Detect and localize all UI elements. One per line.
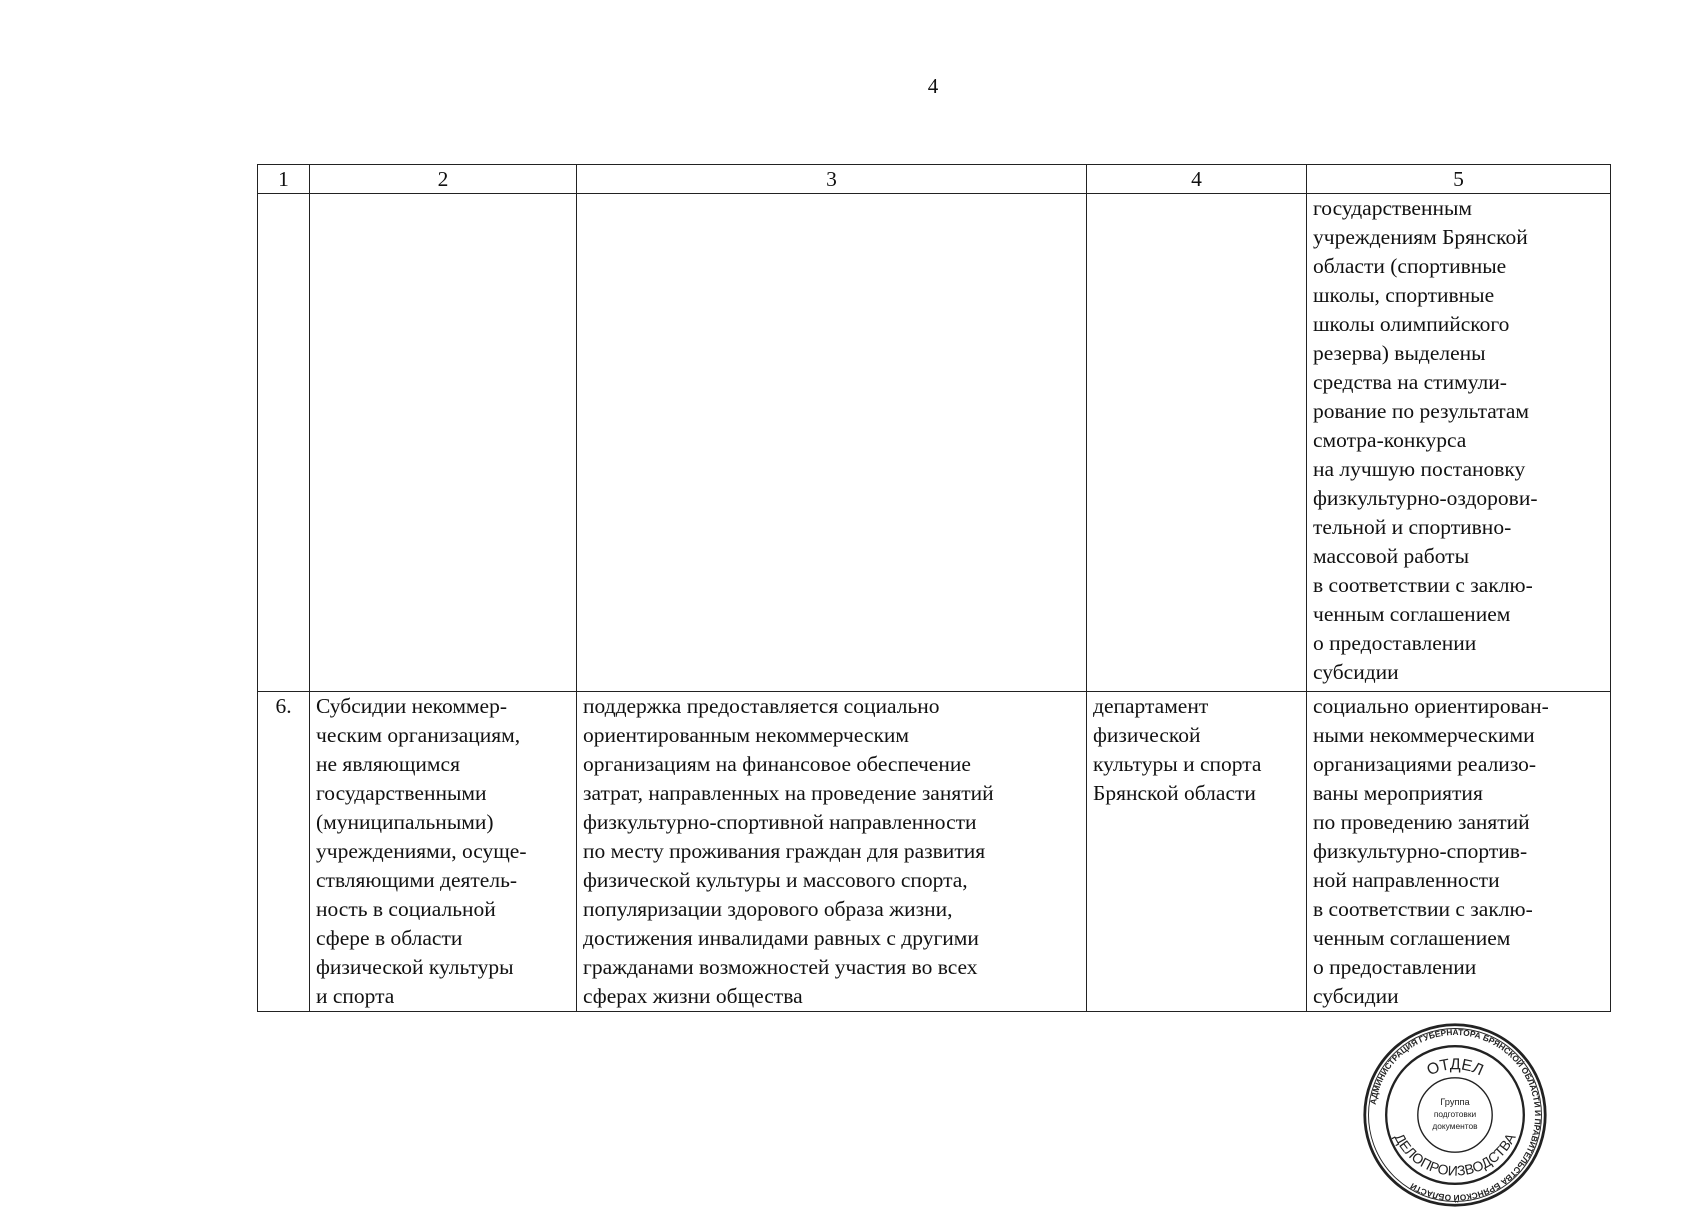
row-number-cell [258,194,310,692]
column-header: 2 [310,165,577,194]
page-number: 4 [927,74,939,98]
row-number-cell: 6. [258,692,310,1012]
measure-name-cell [310,194,577,692]
seal-outer-text: АДМИНИСТРАЦИЯ ГУБЕРНАТОРА БРЯНСКОЙ ОБЛАСТИ И ПРАВИТЕЛЬСТВА БРЯНСКОЙ ОБЛАСТИ [1367,1027,1544,1204]
seal-arc-top: ОТДЕЛ [1424,1056,1486,1080]
official-seal [1362,1022,1548,1208]
seal-arc-bottom: ДЕЛОПРОИЗВОДСТВА [1391,1130,1519,1179]
executor-cell [1087,194,1307,692]
measure-description-cell [577,194,1087,692]
seal-center-line: Группа [1440,1096,1470,1107]
measure-name-cell: Субсидии некоммер- ческим организациям, не являющимся государственными (муниципальными) учреждениями, осуще- ствляющими деятель- ность в социальной сфере в области физической культуры и спорта [310,692,577,1012]
measure-description-cell: поддержка предоставляется социально ориентированным некоммерческим организациям на финансовое обеспечение затрат, направленных на проведение занятий физкультурно-спортивной направленности по месту проживания граждан для развития физической культуры и массового спорта, популяризации здорового образа жизни, достижения инвалидами равных с другими гражданами возможностей участия во всех сферах жизни общества [577,692,1087,1012]
seal-center-line: подготовки [1433,1108,1477,1119]
main-table [257,164,1611,1012]
result-cell: государственным учреждениям Брянской области (спортивные школы, спортивные школы олимпийского резерва) выделены средства на стимули- рование по результатам смотра-конкурса на лучшую постановку физкультурно-оздорови- тельной и спортивно- массовой работы в соответствии с заклю- ченным соглашением о предоставлении субсидии [1307,194,1611,692]
column-header: 4 [1087,165,1307,194]
table-header-row [258,165,1611,194]
seal-center-line: документов [1432,1120,1478,1131]
table-row [258,692,1611,1012]
table-row [258,194,1611,692]
result-cell: социально ориентирован- ными некоммерческими организациями реализо- ваны мероприятия по проведению занятий физкультурно-спортив- ной направленности в соответствии с заклю- ченным соглашением о предоставлении субсидии [1307,692,1611,1012]
executor-cell: департамент физической культуры и спорта Брянской области [1087,692,1307,1012]
column-header: 1 [258,165,310,194]
column-header: 3 [577,165,1087,194]
column-header: 5 [1307,165,1611,194]
